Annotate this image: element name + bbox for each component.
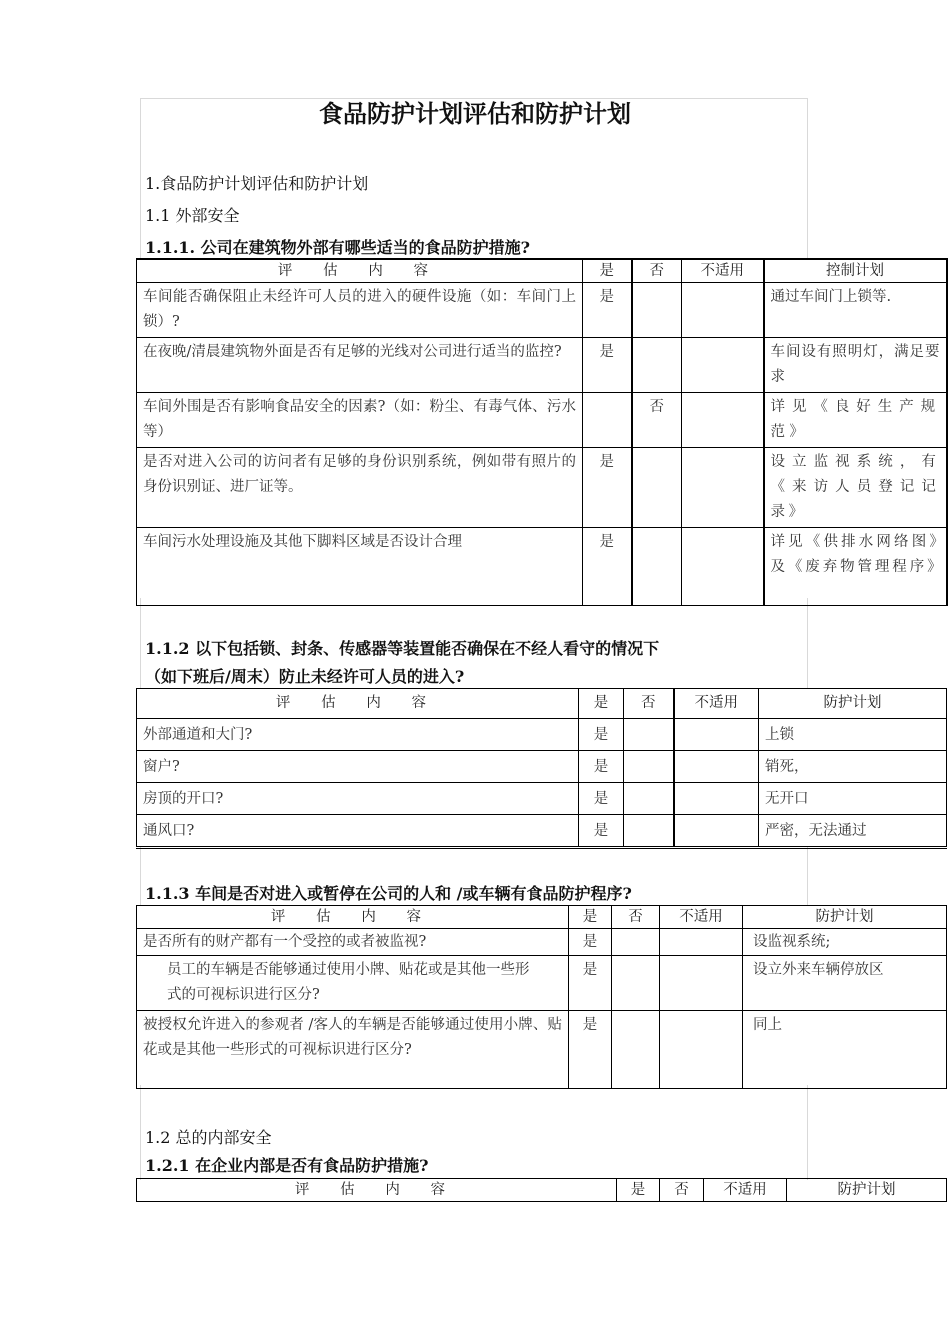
row-plan: 同上 [743,1011,947,1089]
table-header-row [137,259,947,283]
header-yes: 是 [569,906,612,929]
row-yes [583,393,632,448]
page-frame-left-4 [140,1085,141,1180]
row-content: 外部通道和大门? [137,719,579,751]
table-row [137,783,947,815]
table-header-row [137,906,947,929]
table-row [137,956,947,1011]
row-yes: 是 [583,338,632,393]
row-yes: 是 [569,1011,612,1089]
row-no [632,283,682,338]
header-content [137,689,579,719]
table-row [137,528,947,606]
table-row [137,751,947,783]
row-content: 是否对进入公司的访问者有足够的身份识别系统，例如带有照片的身份识别证、进厂证等。 [137,448,583,528]
section-heading-1-1-2-line1: 1.1.2 以下包括锁、封条、传感器等装置能否确保在不经人看守的情况下 [145,639,660,658]
row-na [674,815,759,848]
row-no [624,751,674,783]
header-content [137,1179,617,1202]
section-heading-1-1-3: 1.1.3 车间是否对进入或暂停在公司的人和 /或车辆有食品防护程序? [145,884,632,903]
row-content: 在夜晚/清晨建筑物外面是否有足够的光线对公司进行适当的监控? [137,338,583,393]
row-content: 被授权允许进入的参观者 /客人的车辆是否能够通过使用小牌、贴花或是其他一些形式的可视标识进行区分? [137,1011,569,1089]
page-frame-right-2 [807,598,808,688]
table-exterior-measures [136,258,948,606]
table-row [137,393,947,448]
table-row [137,929,947,956]
row-no [624,815,674,848]
row-no [632,448,682,528]
header-content-label: 评 估 内 容 [294,1182,459,1198]
table-row [137,719,947,751]
section-heading-1-2: 1.2 总的内部安全 [145,1128,272,1147]
row-no [632,528,682,606]
header-plan: 防护计划 [759,689,947,719]
section-heading-1-1-2-line2: （如下班后/周末）防止未经许可人员的进入? [145,667,465,686]
row-na [682,283,764,338]
table-people-vehicles [136,905,947,1089]
row-content: 员工的车辆是否能够通过使用小牌、贴花或是其他一些形式的可视标识进行区分? [137,956,569,1011]
row-na [682,448,764,528]
header-no: 否 [632,259,682,283]
header-na: 不适用 [704,1179,787,1202]
row-plan: 详见《供排水网络图》及《废弃物管理程序》 [764,528,947,606]
document-title: 食品防护计划评估和防护计划 [319,100,631,128]
row-na [660,929,743,956]
header-na: 不适用 [660,906,743,929]
row-yes: 是 [569,929,612,956]
header-yes: 是 [583,259,632,283]
row-plan: 无开口 [759,783,947,815]
row-yes: 是 [569,956,612,1011]
section-heading-1-1: 1.1 外部安全 [145,206,240,225]
header-plan: 控制计划 [764,259,947,283]
row-no [612,1011,660,1089]
row-yes: 是 [583,528,632,606]
row-yes: 是 [579,719,624,751]
row-plan: 设立监视系统，有《来访人员登记记录》 [764,448,947,528]
table-row [137,283,947,338]
row-content: 房顶的开口? [137,783,579,815]
header-content [137,259,583,283]
row-content: 是否所有的财产都有一个受控的或者被监视? [137,929,569,956]
header-na: 不适用 [674,689,759,719]
table-interior-measures [136,1178,947,1202]
page-frame-right-4 [807,1085,808,1180]
row-plan: 车间设有照明灯，满足要求 [764,338,947,393]
row-no [632,338,682,393]
row-yes: 是 [583,448,632,528]
row-na [660,956,743,1011]
row-na [674,783,759,815]
row-no [624,783,674,815]
table-header-row [137,1179,947,1202]
header-no: 否 [612,906,660,929]
row-content: 通风口? [137,815,579,848]
table-row [137,815,947,848]
row-yes: 是 [583,283,632,338]
section-heading-1-1-1: 1.1.1. 公司在建筑物外部有哪些适当的食品防护措施? [145,238,531,257]
header-na: 不适用 [682,259,764,283]
table-header-row [137,689,947,719]
row-plan: 设监视系统; [743,929,947,956]
section-heading-1: 1.食品防护计划评估和防护计划 [145,174,369,193]
header-no: 否 [660,1179,704,1202]
header-content [137,906,569,929]
row-yes: 是 [579,783,624,815]
row-content: 窗户? [137,751,579,783]
row-no [612,956,660,1011]
page-frame-right-3 [807,846,808,906]
header-plan: 防护计划 [743,906,947,929]
header-yes: 是 [579,689,624,719]
row-plan: 设立外来车辆停放区 [743,956,947,1011]
row-na [682,338,764,393]
row-na [674,751,759,783]
row-plan: 详见《良好生产规范》 [764,393,947,448]
row-plan: 严密，无法通过 [759,815,947,848]
table-row [137,1011,947,1089]
row-na [674,719,759,751]
row-plan: 通过车间门上锁等. [764,283,947,338]
row-yes: 是 [579,815,624,848]
header-content-label: 评 估 内 容 [275,695,440,711]
row-na [682,528,764,606]
header-plan: 防护计划 [787,1179,947,1202]
page-frame-left-2 [140,598,141,688]
row-no [624,719,674,751]
table-row [137,338,947,393]
section-heading-1-2-1: 1.2.1 在企业内部是否有食品防护措施? [145,1156,429,1175]
row-na [682,393,764,448]
row-content: 车间外围是否有影响食品安全的因素?（如：粉尘、有毒气体、污水等） [137,393,583,448]
row-no [612,929,660,956]
row-content: 车间能否确保阻止未经许可人员的进入的硬件设施（如：车间门上锁）? [137,283,583,338]
row-na [660,1011,743,1089]
row-content: 车间污水处理设施及其他下脚料区域是否设计合理 [137,528,583,606]
header-no: 否 [624,689,674,719]
header-yes: 是 [617,1179,660,1202]
header-content-label: 评 估 内 容 [270,909,435,925]
page-frame-left-3 [140,846,141,906]
row-yes: 是 [579,751,624,783]
header-content-label: 评 估 内 容 [277,263,442,279]
table-row [137,448,947,528]
row-plan: 上锁 [759,719,947,751]
row-plan: 销死， [759,751,947,783]
row-no: 否 [632,393,682,448]
table-locks-seals [136,688,947,849]
